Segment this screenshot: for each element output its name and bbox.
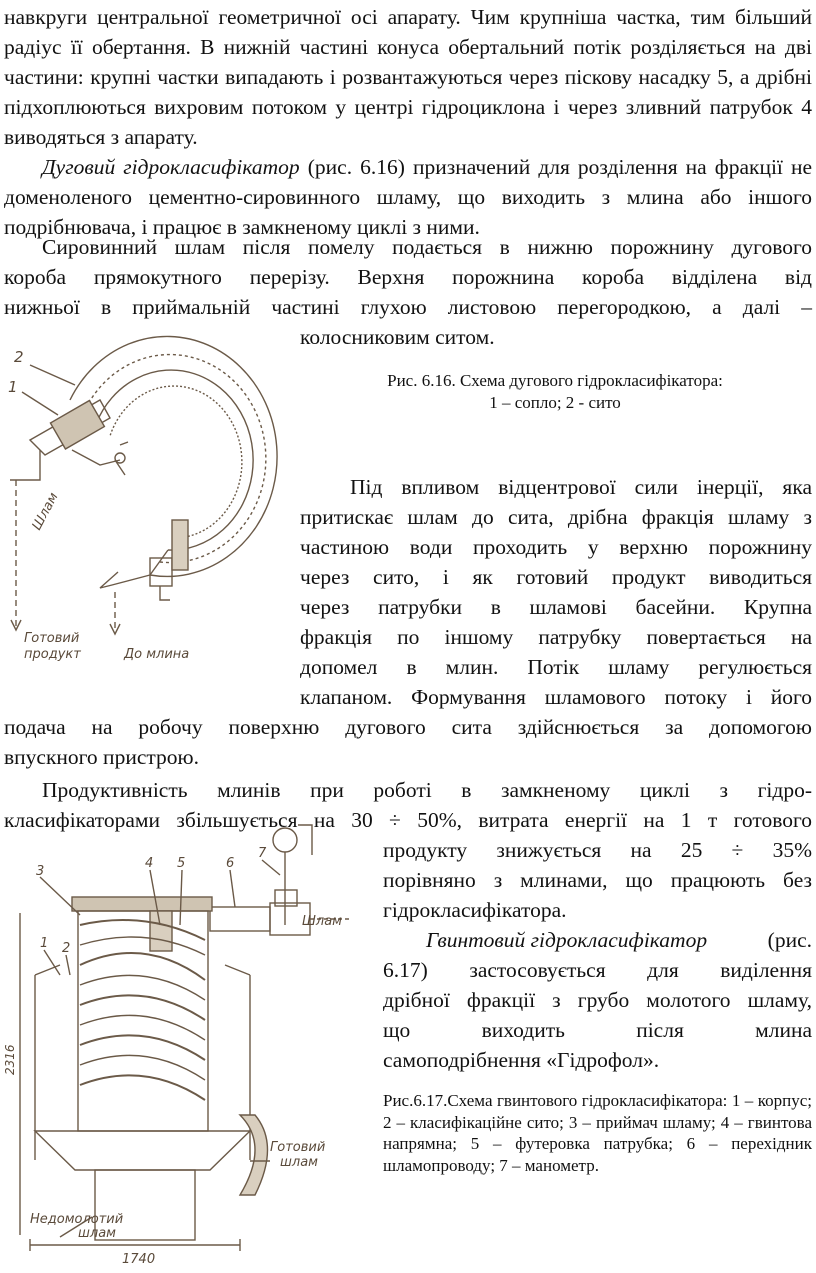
p4-line-7: допомел в млин. Потік шламу регулюється	[300, 655, 812, 679]
p3-line-2: короба прямокутного перерізу. Верхня порожнина короба відділена від	[4, 265, 812, 289]
p6-line-1	[383, 925, 812, 955]
figure-617-caption: Рис.6.17.Схема гвинтового гідрокласифікатора: 1 – корпус; 2 – класифікаційне сито; 3 – приймач шламу; 4 – гвинтова напрямна; 5 – футеровка патрубка; 6 – перехідник шламопроводу; 7 – манометр.	[383, 1091, 812, 1175]
figure-617-screw-classifier-diagram	[0, 815, 380, 1270]
label-617-height: 2316	[3, 1044, 17, 1075]
p4-line-10: впускного пристрою.	[4, 745, 199, 769]
p4-line-9: подача на робочу поверхню дугового сита здійснюється за допомогою	[4, 715, 812, 739]
p5-line-2: класифікаторами збільшується на 30 ÷ 50%, витрата енергії на 1 т готового	[4, 808, 812, 832]
label-617-gotovyi: Готовий	[270, 1140, 326, 1155]
label-617-n6: 6	[226, 856, 235, 871]
term-screw-classifier: Гвинтовий гідрокласифікатор	[426, 928, 708, 952]
paragraph-hydrocyclone-end	[4, 2, 812, 152]
p5-line-1: Продуктивність млинів при роботі в замкненому циклі з гідро-	[42, 778, 812, 802]
figure-616-caption-title: Рис. 6.16. Схема дугового гідрокласифікатора:	[387, 371, 723, 390]
p4-line-6: фракція по іншому патрубку повертається на	[300, 625, 812, 649]
p4-line-3: частиною води проходить у верхню порожнину	[300, 535, 812, 559]
figure-616-arc-classifier-diagram	[0, 330, 300, 680]
label-617-shlam3: шлам	[78, 1226, 116, 1241]
label-616-gotovyi: Готовий	[24, 631, 80, 646]
p5-line-3: продукту знижується на 25 ÷ 35%	[383, 838, 812, 862]
term-arc-classifier: Дуговий гідрокласифікатор	[42, 155, 300, 179]
p6-line-4: що виходить після млина	[383, 1018, 812, 1042]
label-617-shlam: Шлам	[302, 914, 342, 929]
p6-line-3: дрібної фракції з грубо молотого шламу,	[383, 988, 812, 1012]
label-617-shlam2: шлам	[280, 1155, 318, 1170]
p5-line-4: порівняно з млинами, що працюють без	[383, 868, 812, 892]
p4-line-4: через сито, і як готовий продукт виводиться	[300, 565, 812, 589]
label-617-nedomolotyi: Недомолотий	[30, 1212, 124, 1227]
label-617-width: 1740	[122, 1252, 156, 1267]
paragraph-text: навкруги центральної геометричної осі апарату. Чим крупніша частка, тим більший радіус її обертання. В нижній частині конуса обертальний потік розділяється на дві частини: крупні частки випадають і розвантажуються через піскову насадку 5, а дрібні підхоплюються вихровим потоком у центрі гідроциклона і через зливний патрубок 4 виводяться з апарату.	[4, 5, 812, 149]
label-617-n5: 5	[177, 856, 186, 871]
p6-line-2: 6.17) застосовується для виділення	[383, 958, 812, 982]
p4-line-1: Під впливом відцентрової сили інерції, яка	[350, 475, 812, 499]
p4-line-5: через патрубки в шламові басейни. Крупна	[300, 595, 812, 619]
label-617-n1: 1	[40, 936, 49, 951]
label-616-n2: 2	[14, 348, 24, 366]
label-616-produkt: продукт	[24, 647, 81, 662]
paragraph-text: (рис. 6.16) призначений для розділення на фракції не доменоленого цементно-сировинного шламу, що виходить з млина або іншого подрібнювача, і працює в замкненому циклі з ними.	[4, 155, 812, 239]
figure-616-caption-legend: 1 – сопло; 2 - сито	[489, 393, 621, 412]
label-617-n3: 3	[36, 864, 45, 879]
label-617-n4: 4	[145, 856, 154, 871]
p6-line-1-rest: (рис.	[767, 928, 812, 952]
label-617-n2: 2	[62, 941, 71, 956]
label-616-shlam: Шлам	[29, 490, 62, 533]
paragraph-arc-classifier-intro	[4, 152, 812, 242]
label-616-do-mlyna: До млина	[124, 647, 190, 662]
p3-line-3: нижньої в приймальній частині глухою листовою перегородкою, а далі –	[4, 295, 812, 319]
p4-line-2: притискає шлам до сита, дрібна фракція шламу з	[300, 505, 812, 529]
p4-line-8: клапаном. Формування шламового потоку і його	[300, 685, 812, 709]
p3-line-1: Сировинний шлам після помелу подається в нижню порожнину дугового	[42, 235, 812, 259]
label-616-n1: 1	[8, 378, 18, 396]
p3-line-4: колосниковим ситом.	[300, 325, 495, 349]
label-617-n7: 7	[258, 846, 267, 861]
p5-line-5: гідрокласифікатора.	[383, 898, 567, 922]
p6-line-5: самоподрібнення «Гідрофол».	[383, 1048, 660, 1072]
